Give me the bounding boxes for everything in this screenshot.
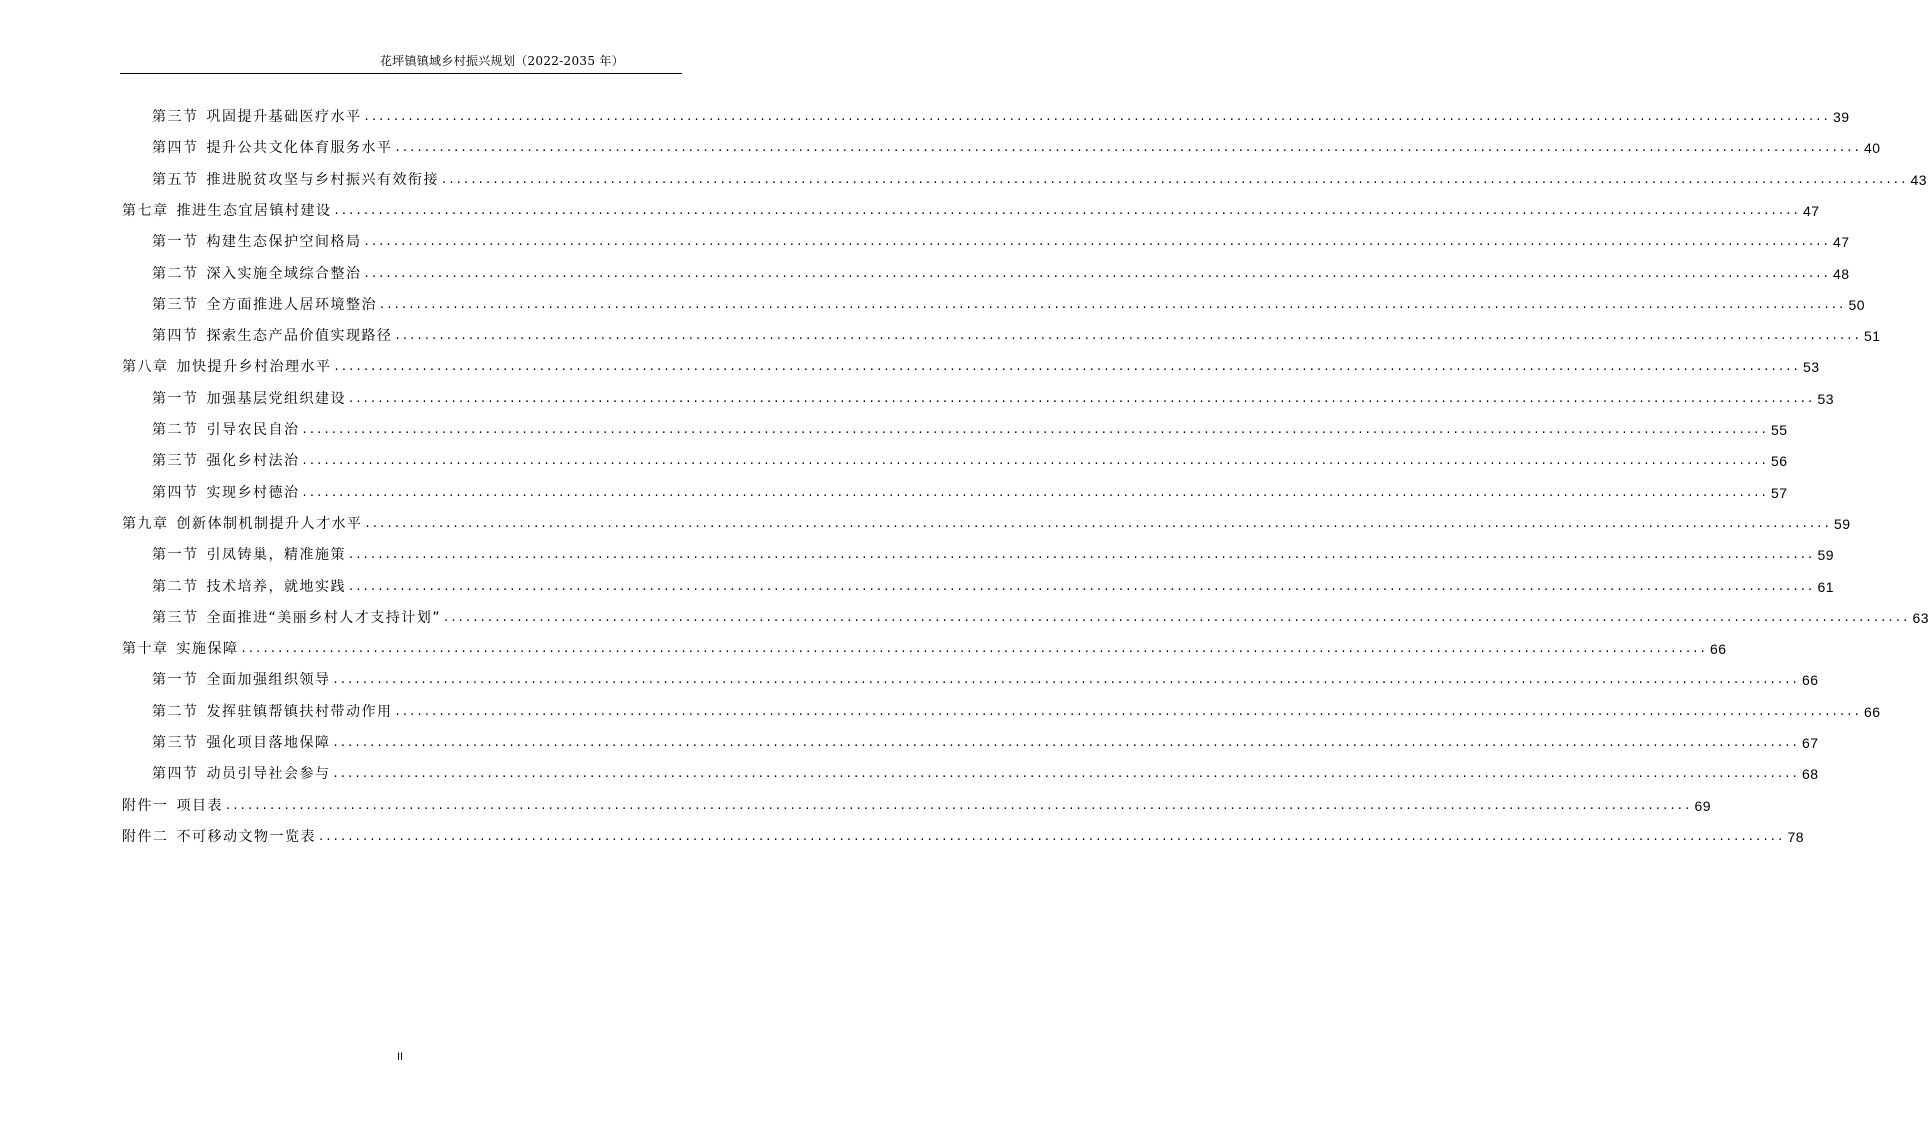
toc-entry-text: 提升公共文化体育服务水平 bbox=[206, 140, 393, 157]
toc-dot-leader: ........................................................................................................................................................................................................ bbox=[302, 453, 1769, 469]
toc-entry-text: 加快提升乡村治理水平 bbox=[176, 359, 332, 376]
toc-entry-title bbox=[152, 421, 300, 439]
toc-entry-page: 53 bbox=[1802, 359, 1820, 376]
toc-entry-title bbox=[152, 296, 377, 314]
toc-entry[interactable] bbox=[122, 348, 1820, 376]
toc-entry-text: 巩固提升基础医疗水平 bbox=[206, 109, 362, 125]
toc-entry[interactable] bbox=[122, 787, 1712, 815]
toc-entry-page: 66 bbox=[1863, 703, 1881, 720]
toc-entry-title bbox=[122, 515, 363, 533]
toc-entry-title bbox=[152, 265, 362, 283]
toc-entry-text: 强化项目落地保障 bbox=[206, 735, 331, 751]
toc-entry-title bbox=[152, 233, 362, 251]
toc-entry-page: 55 bbox=[1770, 422, 1788, 438]
toc-entry-label: 第二节 bbox=[152, 703, 199, 720]
toc-entry-text: 全面推进“美丽乡村人才支持计划” bbox=[206, 609, 442, 626]
toc-entry-label: 第三节 bbox=[152, 296, 199, 313]
toc-dot-leader: ........................................................................................................................................................................................................ bbox=[349, 390, 1816, 406]
toc-entry-label: 第四节 bbox=[152, 328, 199, 345]
toc-dot-leader: ........................................................................................................................................................................................................ bbox=[333, 672, 1800, 688]
toc-entry-label: 附件二 bbox=[122, 828, 169, 845]
toc-entry[interactable] bbox=[152, 129, 1881, 157]
toc-entry-title bbox=[152, 452, 300, 470]
toc-dot-leader: ........................................................................................................................................................................................................ bbox=[333, 735, 1800, 750]
toc-entry-label: 第二节 bbox=[152, 578, 199, 595]
toc-entry-title bbox=[152, 139, 393, 157]
running-header bbox=[120, 52, 680, 69]
toc-entry-text: 实施保障 bbox=[176, 641, 239, 658]
toc-dot-leader: ........................................................................................................................................................................................................ bbox=[349, 547, 1816, 563]
toc-dot-leader: ........................................................................................................................................................................................................ bbox=[442, 171, 1909, 187]
toc-dot-leader: ........................................................................................................................................................................................................ bbox=[333, 766, 1800, 782]
toc-entry[interactable] bbox=[152, 568, 1835, 596]
toc-entry-title bbox=[152, 671, 331, 689]
toc-entry-page: 50 bbox=[1848, 296, 1866, 313]
toc-entry[interactable] bbox=[152, 442, 1788, 470]
toc-entry-title bbox=[152, 609, 441, 627]
toc-entry-title bbox=[152, 546, 346, 564]
toc-entry-page: 39 bbox=[1832, 109, 1850, 125]
toc-entry-page: 66 bbox=[1801, 672, 1819, 689]
toc-entry-page: 47 bbox=[1832, 234, 1850, 251]
toc-entry-page: 40 bbox=[1863, 140, 1881, 157]
toc-dot-leader: ........................................................................................................................................................................................................ bbox=[444, 609, 1911, 625]
header-divider bbox=[120, 73, 682, 74]
toc-entry-page: 43 bbox=[1910, 171, 1928, 188]
page-footer bbox=[0, 1051, 800, 1063]
toc-entry-title bbox=[152, 484, 300, 502]
toc-entry-text: 引导农民自治 bbox=[206, 422, 300, 438]
toc-entry-text: 加强基层党组织建设 bbox=[206, 390, 346, 407]
toc-entry-page: 51 bbox=[1863, 328, 1881, 345]
toc-entry-page: 59 bbox=[1833, 515, 1851, 532]
toc-entry-label: 第三节 bbox=[152, 735, 199, 751]
toc-entry-label: 第九章 bbox=[122, 515, 169, 532]
toc-dot-leader: ........................................................................................................................................................................................................ bbox=[226, 797, 1693, 813]
toc-entry-page: 47 bbox=[1802, 202, 1820, 219]
toc-dot-leader: ........................................................................................................................................................................................................ bbox=[364, 234, 1831, 250]
toc-entry-text: 构建生态保护空间格局 bbox=[206, 234, 362, 251]
toc-dot-leader: ........................................................................................................................................................................................................ bbox=[395, 140, 1862, 156]
toc-entry-label: 第七章 bbox=[122, 202, 169, 219]
page-number: II bbox=[396, 1051, 404, 1063]
toc-entry[interactable] bbox=[152, 693, 1881, 721]
toc-dot-leader: ........................................................................................................................................................................................................ bbox=[365, 515, 1832, 531]
toc-entry-label: 第四节 bbox=[152, 766, 199, 783]
toc-entry-label: 第一节 bbox=[152, 234, 199, 251]
toc-entry[interactable] bbox=[152, 474, 1788, 502]
toc-entry-label: 第三节 bbox=[152, 109, 199, 125]
toc-entry[interactable] bbox=[152, 161, 1928, 189]
toc-entry[interactable] bbox=[152, 536, 1835, 564]
toc-entry-text: 创新体制机制提升人才水平 bbox=[176, 515, 363, 532]
toc-entry-text: 全面加强组织领导 bbox=[206, 672, 331, 689]
toc-entry[interactable] bbox=[152, 380, 1835, 408]
toc-entry[interactable] bbox=[122, 818, 1805, 846]
toc-entry[interactable] bbox=[152, 661, 1819, 689]
toc-dot-leader: ........................................................................................................................................................................................................ bbox=[302, 422, 1769, 437]
toc-entry-text: 实现乡村德治 bbox=[206, 484, 300, 501]
toc-entry-page: 69 bbox=[1694, 797, 1712, 814]
toc-entry-label: 第一节 bbox=[152, 547, 199, 564]
toc-entry-title bbox=[122, 358, 332, 376]
toc-entry-text: 全方面推进人居环境整治 bbox=[206, 296, 377, 313]
toc-entry-page: 67 bbox=[1801, 735, 1819, 751]
toc-dot-leader: ........................................................................................................................................................................................................ bbox=[302, 484, 1769, 500]
toc-entry-page: 63 bbox=[1912, 609, 1929, 626]
toc-entry[interactable] bbox=[122, 505, 1851, 533]
toc-entry-label: 第四节 bbox=[152, 140, 199, 157]
toc-dot-leader: ........................................................................................................................................................................................................ bbox=[380, 296, 1847, 312]
toc-entry[interactable] bbox=[152, 255, 1850, 283]
toc-entry-page: 68 bbox=[1801, 766, 1819, 783]
toc-entry-text: 推进脱贫攻坚与乡村振兴有效衔接 bbox=[206, 171, 439, 188]
toc-entry-page: 59 bbox=[1817, 547, 1835, 564]
toc-entry-title bbox=[122, 640, 239, 658]
toc-entry-title bbox=[152, 390, 346, 408]
toc-entry-page: 48 bbox=[1832, 265, 1850, 282]
toc-entry-title bbox=[152, 765, 331, 783]
toc-entry-text: 推进生态宜居镇村建设 bbox=[176, 202, 332, 219]
toc-entry[interactable] bbox=[152, 317, 1881, 345]
toc-entry-text: 强化乡村法治 bbox=[206, 453, 300, 470]
toc-entry-title bbox=[152, 108, 362, 126]
toc-dot-leader: ........................................................................................................................................................................................................ bbox=[364, 109, 1831, 124]
toc-entry-label: 第一节 bbox=[152, 390, 199, 407]
toc-dot-leader: ........................................................................................................................................................................................................ bbox=[241, 641, 1708, 657]
toc-entry-title bbox=[152, 171, 439, 189]
toc-entry-text: 深入实施全域综合整治 bbox=[206, 265, 362, 282]
toc-entry-text: 引凤铸巢，精准施策 bbox=[206, 547, 346, 564]
toc-entry-text: 项目表 bbox=[176, 797, 223, 814]
toc-entry-page: 53 bbox=[1817, 390, 1835, 407]
toc-entry-label: 第十章 bbox=[122, 641, 169, 658]
toc-entry-title bbox=[122, 202, 332, 220]
toc-entry-label: 第二节 bbox=[152, 265, 199, 282]
toc-entry-title bbox=[122, 797, 223, 815]
toc-entry[interactable] bbox=[152, 98, 1850, 126]
toc-entry[interactable] bbox=[152, 724, 1819, 752]
toc-dot-leader: ........................................................................................................................................................................................................ bbox=[395, 328, 1862, 344]
toc-entry-title bbox=[152, 327, 393, 345]
toc-entry-title bbox=[152, 578, 346, 596]
toc-entry-label: 第四节 bbox=[152, 484, 199, 501]
toc-entry[interactable] bbox=[122, 192, 1820, 220]
toc-entry[interactable] bbox=[152, 411, 1788, 439]
toc-entry-text: 发挥驻镇帮镇扶村带动作用 bbox=[206, 703, 393, 720]
toc-entry[interactable] bbox=[152, 223, 1850, 251]
toc-entry-text: 探索生态产品价值实现路径 bbox=[206, 328, 393, 345]
toc-entry-label: 第五节 bbox=[152, 171, 199, 188]
toc-entry-label: 附件一 bbox=[122, 797, 169, 814]
toc-dot-leader: ........................................................................................................................................................................................................ bbox=[349, 578, 1816, 594]
toc-entry-page: 78 bbox=[1787, 828, 1805, 845]
toc-entry-title bbox=[152, 734, 331, 752]
toc-entry-label: 第三节 bbox=[152, 453, 199, 470]
toc-entry-text: 不可移动文物一览表 bbox=[176, 828, 316, 845]
toc-entry-title bbox=[152, 703, 393, 721]
toc-entry-label: 第一节 bbox=[152, 672, 199, 689]
toc-dot-leader: ........................................................................................................................................................................................................ bbox=[334, 359, 1801, 375]
toc-entry[interactable] bbox=[152, 599, 1929, 627]
toc-entry-page: 61 bbox=[1817, 578, 1835, 595]
toc-entry-text: 技术培养，就地实践 bbox=[206, 578, 346, 595]
toc-entry-label: 第三节 bbox=[152, 609, 199, 626]
toc-entry[interactable] bbox=[152, 286, 1866, 314]
toc-entry-page: 57 bbox=[1770, 484, 1788, 501]
toc-dot-leader: ........................................................................................................................................................................................................ bbox=[395, 703, 1862, 719]
toc-entry[interactable] bbox=[152, 755, 1819, 783]
toc-dot-leader: ........................................................................................................................................................................................................ bbox=[319, 828, 1786, 844]
toc-entry[interactable] bbox=[122, 630, 1727, 658]
toc-dot-leader: ........................................................................................................................................................................................................ bbox=[334, 202, 1801, 218]
toc-entry-page: 56 bbox=[1770, 453, 1788, 470]
toc-entry-label: 第八章 bbox=[122, 359, 169, 376]
document-title: 花坪镇镇域乡村振兴规划（2022-2035 年） bbox=[379, 54, 624, 68]
toc-entry-text: 动员引导社会参与 bbox=[206, 766, 331, 783]
toc-dot-leader: ........................................................................................................................................................................................................ bbox=[364, 265, 1831, 281]
toc-entry-title bbox=[122, 828, 316, 846]
toc-entry-label: 第二节 bbox=[152, 422, 199, 438]
toc-entry-page: 66 bbox=[1709, 641, 1727, 658]
